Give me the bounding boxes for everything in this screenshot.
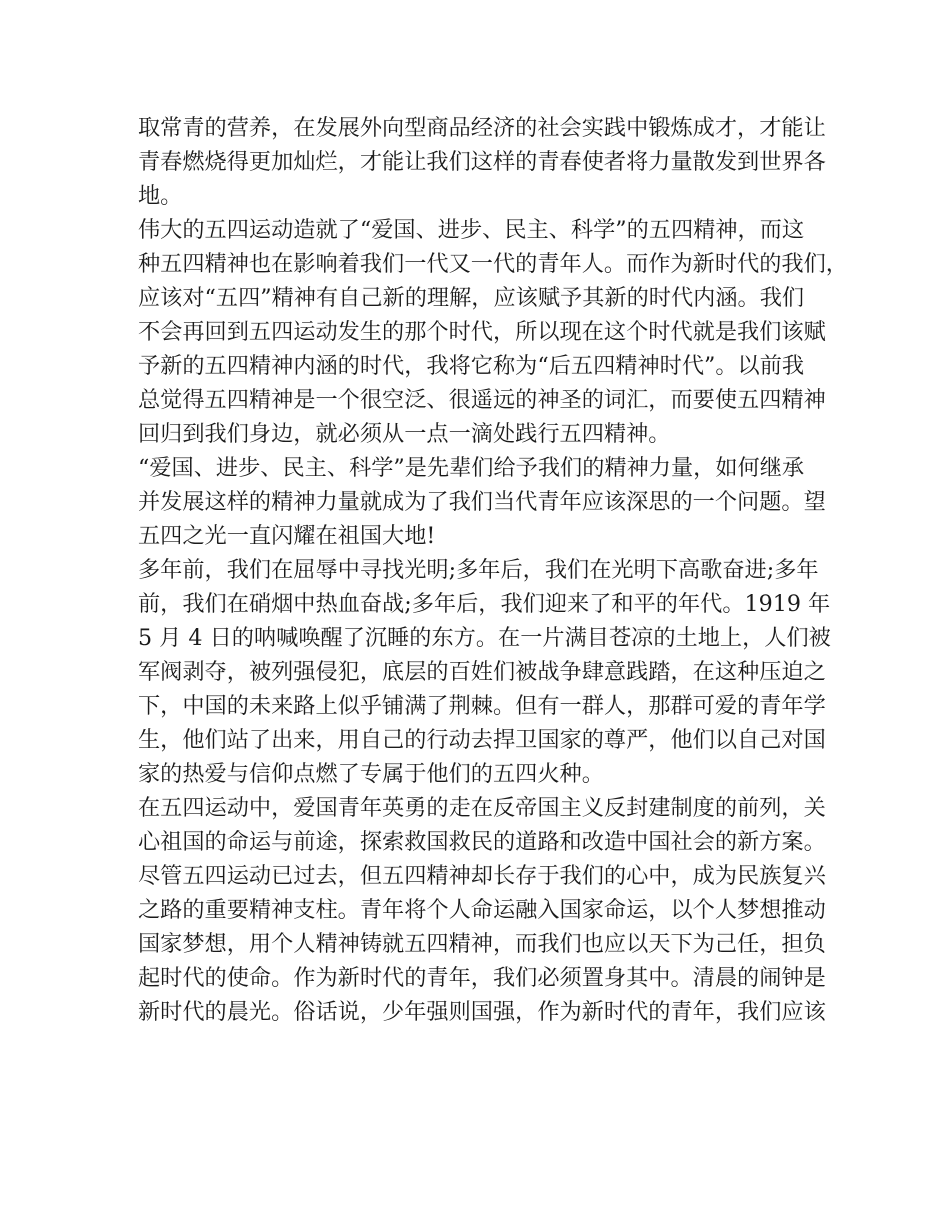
text-line: 下，中国的未来路上似乎铺满了荆棘。但有一群人，那群可爱的青年学 bbox=[138, 693, 826, 719]
text-line: 国家梦想，用个人精神铸就五四精神，而我们也应以天下为己任，担负 bbox=[138, 931, 826, 957]
text-line: 予新的五四精神内涵的时代，我将它称为“后五四精神时代”。以前我 bbox=[138, 353, 805, 379]
text-line: 取常青的营养，在发展外向型商品经济的社会实践中锻炼成才，才能让 bbox=[138, 115, 826, 141]
text-line: 青春燃烧得更加灿烂，才能让我们这样的青春使者将力量散发到世界各 bbox=[138, 149, 826, 175]
text-line: 家的热爱与信仰点燃了专属于他们的五四火种。 bbox=[138, 761, 604, 787]
text-line: 多年前，我们在屈辱中寻找光明;多年后，我们在光明下高歌奋进;多年 bbox=[138, 557, 819, 583]
text-line: 应该对“五四”精神有自己新的理解，应该赋予其新的时代内涵。我们 bbox=[138, 285, 805, 311]
text-line: 并发展这样的精神力量就成为了我们当代青年应该深思的一个问题。望 bbox=[138, 489, 826, 515]
text-line: 起时代的使命。作为新时代的青年，我们必须置身其中。清晨的闹钟是 bbox=[138, 965, 826, 991]
text-line: 心祖国的命运与前途，探索救国救民的道路和改造中国社会的新方案。 bbox=[138, 829, 826, 855]
text-line: “爱国、进步、民主、科学”是先辈们给予我们的精神力量，如何继承 bbox=[138, 455, 805, 481]
text-line: 地。 bbox=[138, 183, 183, 209]
text-line: 之路的重要精神支柱。青年将个人命运融入国家命运，以个人梦想推动 bbox=[138, 897, 826, 923]
text-line: 种五四精神也在影响着我们一代又一代的青年人。而作为新时代的我们， bbox=[138, 251, 848, 277]
text-line: 不会再回到五四运动发生的那个时代，所以现在这个时代就是我们该赋 bbox=[138, 319, 826, 345]
text-line: 生，他们站了出来，用自己的行动去捍卫国家的尊严，他们以自己对国 bbox=[138, 727, 826, 753]
text-line: 前，我们在硝烟中热血奋战;多年后，我们迎来了和平的年代。1919 年 bbox=[138, 591, 831, 617]
text-line: 总觉得五四精神是一个很空泛、很遥远的神圣的词汇，而要使五四精神 bbox=[138, 387, 826, 413]
text-line: 在五四运动中，爱国青年英勇的走在反帝国主义反封建制度的前列，关 bbox=[138, 795, 826, 821]
text-line: 新时代的晨光。俗话说，少年强则国强，作为新时代的青年，我们应该 bbox=[138, 999, 826, 1025]
document-body bbox=[138, 111, 848, 1029]
text-line: 伟大的五四运动造就了“爱国、进步、民主、科学”的五四精神，而这 bbox=[138, 217, 805, 243]
text-line: 五四之光一直闪耀在祖国大地! bbox=[138, 523, 436, 549]
text-line: 回归到我们身边，就必须从一点一滴处践行五四精神。 bbox=[138, 421, 671, 447]
text-line: 5 月 4 日的呐喊唤醒了沉睡的东方。在一片满目苍凉的土地上，人们被 bbox=[138, 625, 831, 651]
text-line: 尽管五四运动已过去，但五四精神却长存于我们的心中，成为民族复兴 bbox=[138, 863, 826, 889]
text-line: 军阀剥夺，被列强侵犯，底层的百姓们被战争肆意践踏，在这种压迫之 bbox=[138, 659, 826, 685]
